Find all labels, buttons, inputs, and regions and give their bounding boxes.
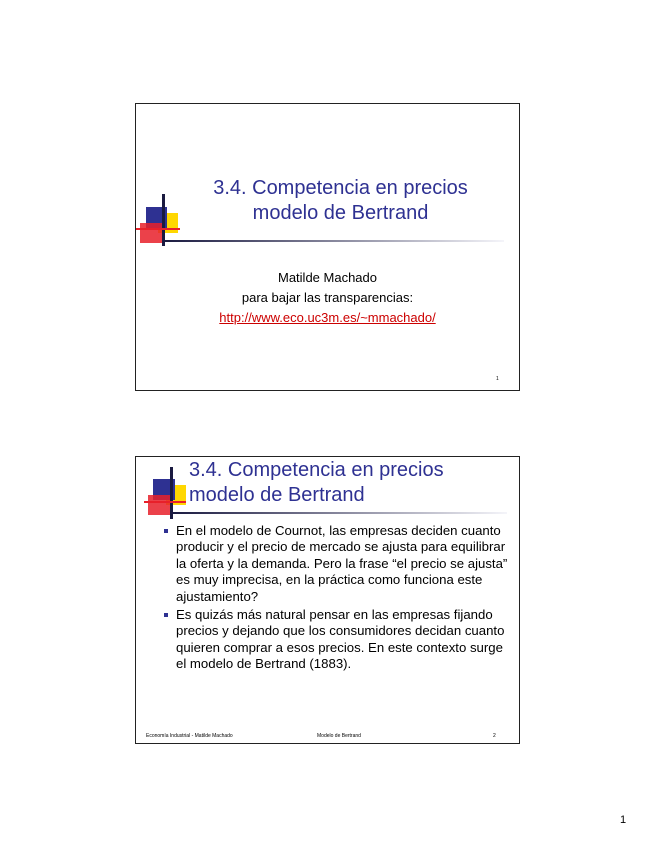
slide-number: 1 (496, 376, 499, 382)
footer-center: Modelo de Bertrand (317, 733, 361, 739)
bullet-list (164, 523, 516, 675)
slide-number: 2 (493, 733, 496, 739)
slide-1 (135, 103, 520, 391)
title-line-2: modelo de Bertrand (252, 202, 429, 224)
page-number: 1 (620, 814, 627, 826)
slide-title (189, 458, 444, 508)
bullet-item: En el modelo de Cournot, las empresas deciden cuanto producir y el precio de mercado se ajusta para equilibrar la oferta y la demanda. Pero la frase “el precio se ajusta” es muy imprecisa, en la práctica como funciona este ajustamiento? (164, 523, 516, 605)
slide-title (198, 176, 483, 226)
title-line-2: modelo de Bertrand (189, 484, 365, 506)
author-info (136, 268, 519, 328)
title-line-1: 3.4. Competencia en precios (213, 177, 468, 199)
bullet-square-icon (164, 613, 168, 617)
slide-2 (135, 456, 520, 744)
author-name: Matilde Machado (278, 270, 377, 285)
bullet-item: Es quizás más natural pensar en las empresas fijando precios y dejando que los consumidores decidan cuanto quieren comprar a esos precios. En este contexto surge el modelo de Bertrand (1883). (164, 607, 516, 673)
footer-left: Economía Industrial - Matilde Machado (146, 733, 233, 739)
download-text: para bajar las transparencias: (241, 290, 414, 305)
slides-link[interactable]: http://www.eco.uc3m.es/~mmachado/ (219, 310, 436, 325)
bullet-square-icon (164, 529, 168, 533)
title-line-1: 3.4. Competencia en precios (189, 459, 444, 481)
